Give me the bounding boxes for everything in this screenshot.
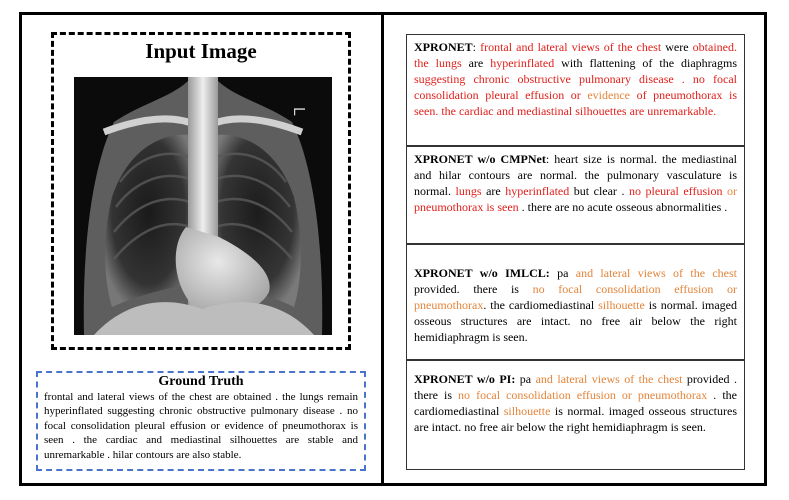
report-segment-black: are bbox=[461, 56, 491, 70]
input-image-panel bbox=[51, 32, 351, 350]
report-segment-red: of pneumothorax is seen. the cardiac and mediastinal silhouettes are unremarkable. bbox=[414, 88, 738, 118]
xray-marker-text: L bbox=[290, 107, 307, 116]
report-segment-orange: evidence bbox=[587, 88, 630, 102]
report-segment-black: pa bbox=[549, 266, 576, 280]
report-segment-orange: no focal consolidation effusion or pneumothorax bbox=[458, 388, 708, 402]
report-segment-orange: silhouette bbox=[598, 298, 645, 312]
report-segment-red: no pleural effusion bbox=[628, 184, 723, 198]
report-segment-black: is normal. imaged osseous structures are intact. no free air below the right hemidiaphragm is seen. bbox=[414, 404, 737, 434]
report-segment-black: . the cardiomediastinal bbox=[483, 298, 599, 312]
report-segment-orange: no focal consolidation effusion or pneumothorax bbox=[414, 282, 737, 312]
report-segment-black: provided. there is bbox=[414, 282, 533, 296]
model-name: XPRONET w/o PI: bbox=[414, 372, 516, 386]
model-name: XPRONET w/o IMLCL: bbox=[414, 266, 550, 280]
report-segment-black: pa bbox=[515, 372, 536, 386]
report-segment-red: hyperinflated bbox=[505, 184, 570, 198]
ground-truth-title: Ground Truth bbox=[158, 374, 244, 389]
model-name: XPRONET w/o CMPNet bbox=[414, 152, 546, 166]
report-segment-orange: or bbox=[727, 184, 737, 198]
report-segment-black: : bbox=[472, 40, 481, 54]
report-segment-red: hyperinflated bbox=[490, 56, 555, 70]
report-xpronet-wo-imlcl bbox=[406, 244, 745, 360]
report-segment-red: pneumothorax is seen bbox=[414, 200, 519, 214]
column-divider bbox=[381, 12, 384, 486]
report-segment-orange: and lateral views of the chest bbox=[535, 372, 683, 386]
report-xpronet-wo-cmpnet bbox=[406, 146, 745, 244]
ground-truth-text: frontal and lateral views of the chest are obtained . the lungs remain hyperinflated suggesting chronic obstructive pulmonary disease . no focal consolidation pleural effusion or evidence of pneumothorax is seen . the cardiac and mediastinal silhouettes are stable and unremarkable . hilar contours are also stable. bbox=[44, 391, 358, 461]
report-segment-black: : heart size is normal. the mediastinal and hilar contours are normal. the pulmonary vasculature is normal. bbox=[414, 152, 737, 198]
report-segment-black: . the cardiomediastinal bbox=[414, 388, 737, 418]
report-segment-black: were bbox=[661, 40, 693, 54]
report-segment-black: . there are no acute osseous abnormalities . bbox=[518, 200, 728, 214]
input-image-title: Input Image bbox=[145, 39, 257, 63]
report-segment-black bbox=[630, 88, 637, 102]
ground-truth-panel bbox=[36, 371, 366, 471]
model-name: XPRONET bbox=[414, 40, 473, 54]
report-segment-red: suggesting chronic obstructive pulmonary disease . no focal consolidation pleural effusion or bbox=[414, 72, 737, 102]
report-segment-black: are bbox=[481, 184, 506, 198]
report-xpronet-wo-pi bbox=[406, 360, 745, 470]
report-segment-red: frontal and lateral views of the chest bbox=[480, 40, 662, 54]
chest-xray-image bbox=[74, 77, 332, 335]
report-segment-black: is normal. imaged osseous structures are intact. no free air below the right hemidiaphragm is seen. bbox=[414, 298, 737, 344]
report-segment-black: but clear . bbox=[569, 184, 629, 198]
report-segment-black: provided . there is bbox=[414, 372, 738, 402]
report-xpronet bbox=[406, 34, 745, 146]
report-segment-orange: silhouette bbox=[503, 404, 551, 418]
report-segment-red: obtained. the lungs bbox=[414, 40, 737, 70]
report-segment-red: lungs bbox=[455, 184, 482, 198]
report-segment-black: with flattening of the diaphragms bbox=[554, 56, 737, 70]
report-segment-orange: and lateral views of the chest bbox=[575, 266, 738, 280]
